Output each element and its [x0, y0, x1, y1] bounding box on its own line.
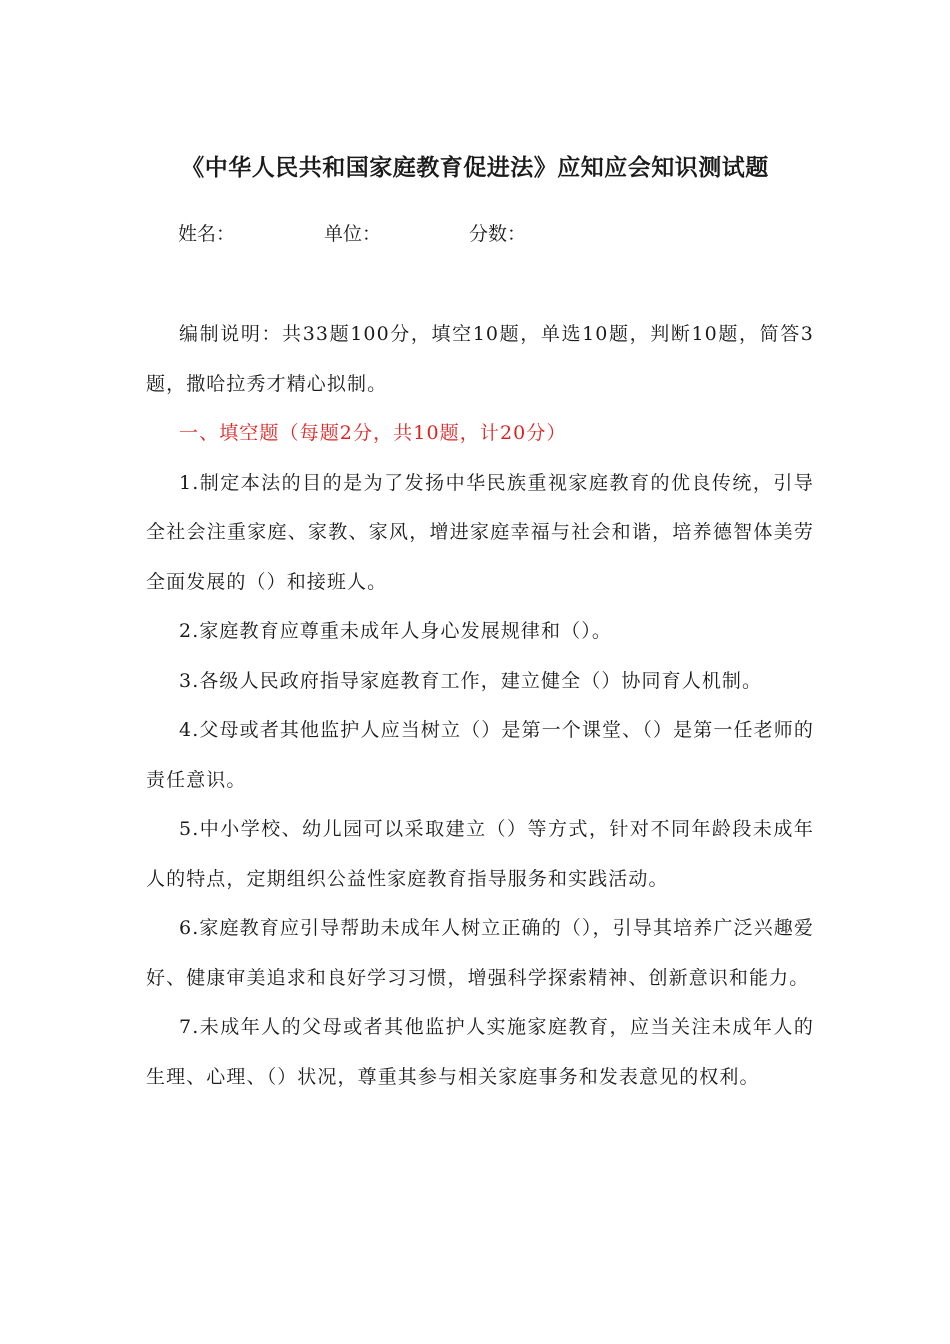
info-row	[178, 218, 526, 250]
score-label: 分数：	[469, 223, 527, 245]
name-label: 姓名：	[178, 223, 236, 245]
question-item: 7.未成年人的父母或者其他监护人实施家庭教育，应当关注未成年人的生理、心理、（）状况，尊重其参与相关家庭事务和发表意见的权利。	[146, 1016, 814, 1088]
intro-paragraph: 编制说明：共33题100分，填空10题，单选10题，判断10题，简答3题，撒哈拉秀才精心拟制。	[146, 323, 814, 395]
question-item: 2.家庭教育应尊重未成年人身心发展规律和（）。	[179, 620, 612, 642]
question-item: 3.各级人民政府指导家庭教育工作，建立健全（）协同育人机制。	[179, 669, 763, 692]
question-item: 5.中小学校、幼儿园可以采取建立（）等方式，针对不同年龄段未成年人的特点，定期组织公益性家庭教育指导服务和实践活动。	[146, 818, 814, 890]
document-title: 《中华人民共和国家庭教育促进法》应知应会知识测试题	[181, 154, 769, 181]
section-heading-fill-in: 一、填空题（每题2分，共10题，计20分）	[179, 422, 567, 444]
question-item: 4.父母或者其他监护人应当树立（）是第一个课堂、（）是第一任老师的责任意识。	[146, 719, 814, 791]
document-body	[146, 310, 814, 1102]
question-item: 6.家庭教育应引导帮助未成年人树立正确的（），引导其培养广泛兴趣爱好、健康审美追求和良好学习习惯，增强科学探索精神、创新意识和能力。	[146, 917, 814, 989]
question-item: 1.制定本法的目的是为了发扬中华民族重视家庭教育的优良传统，引导全社会注重家庭、家教、家风，增进家庭幸福与社会和谐，培养德智体美劳全面发展的（）和接班人。	[146, 471, 814, 593]
unit-label: 单位：	[324, 223, 382, 245]
